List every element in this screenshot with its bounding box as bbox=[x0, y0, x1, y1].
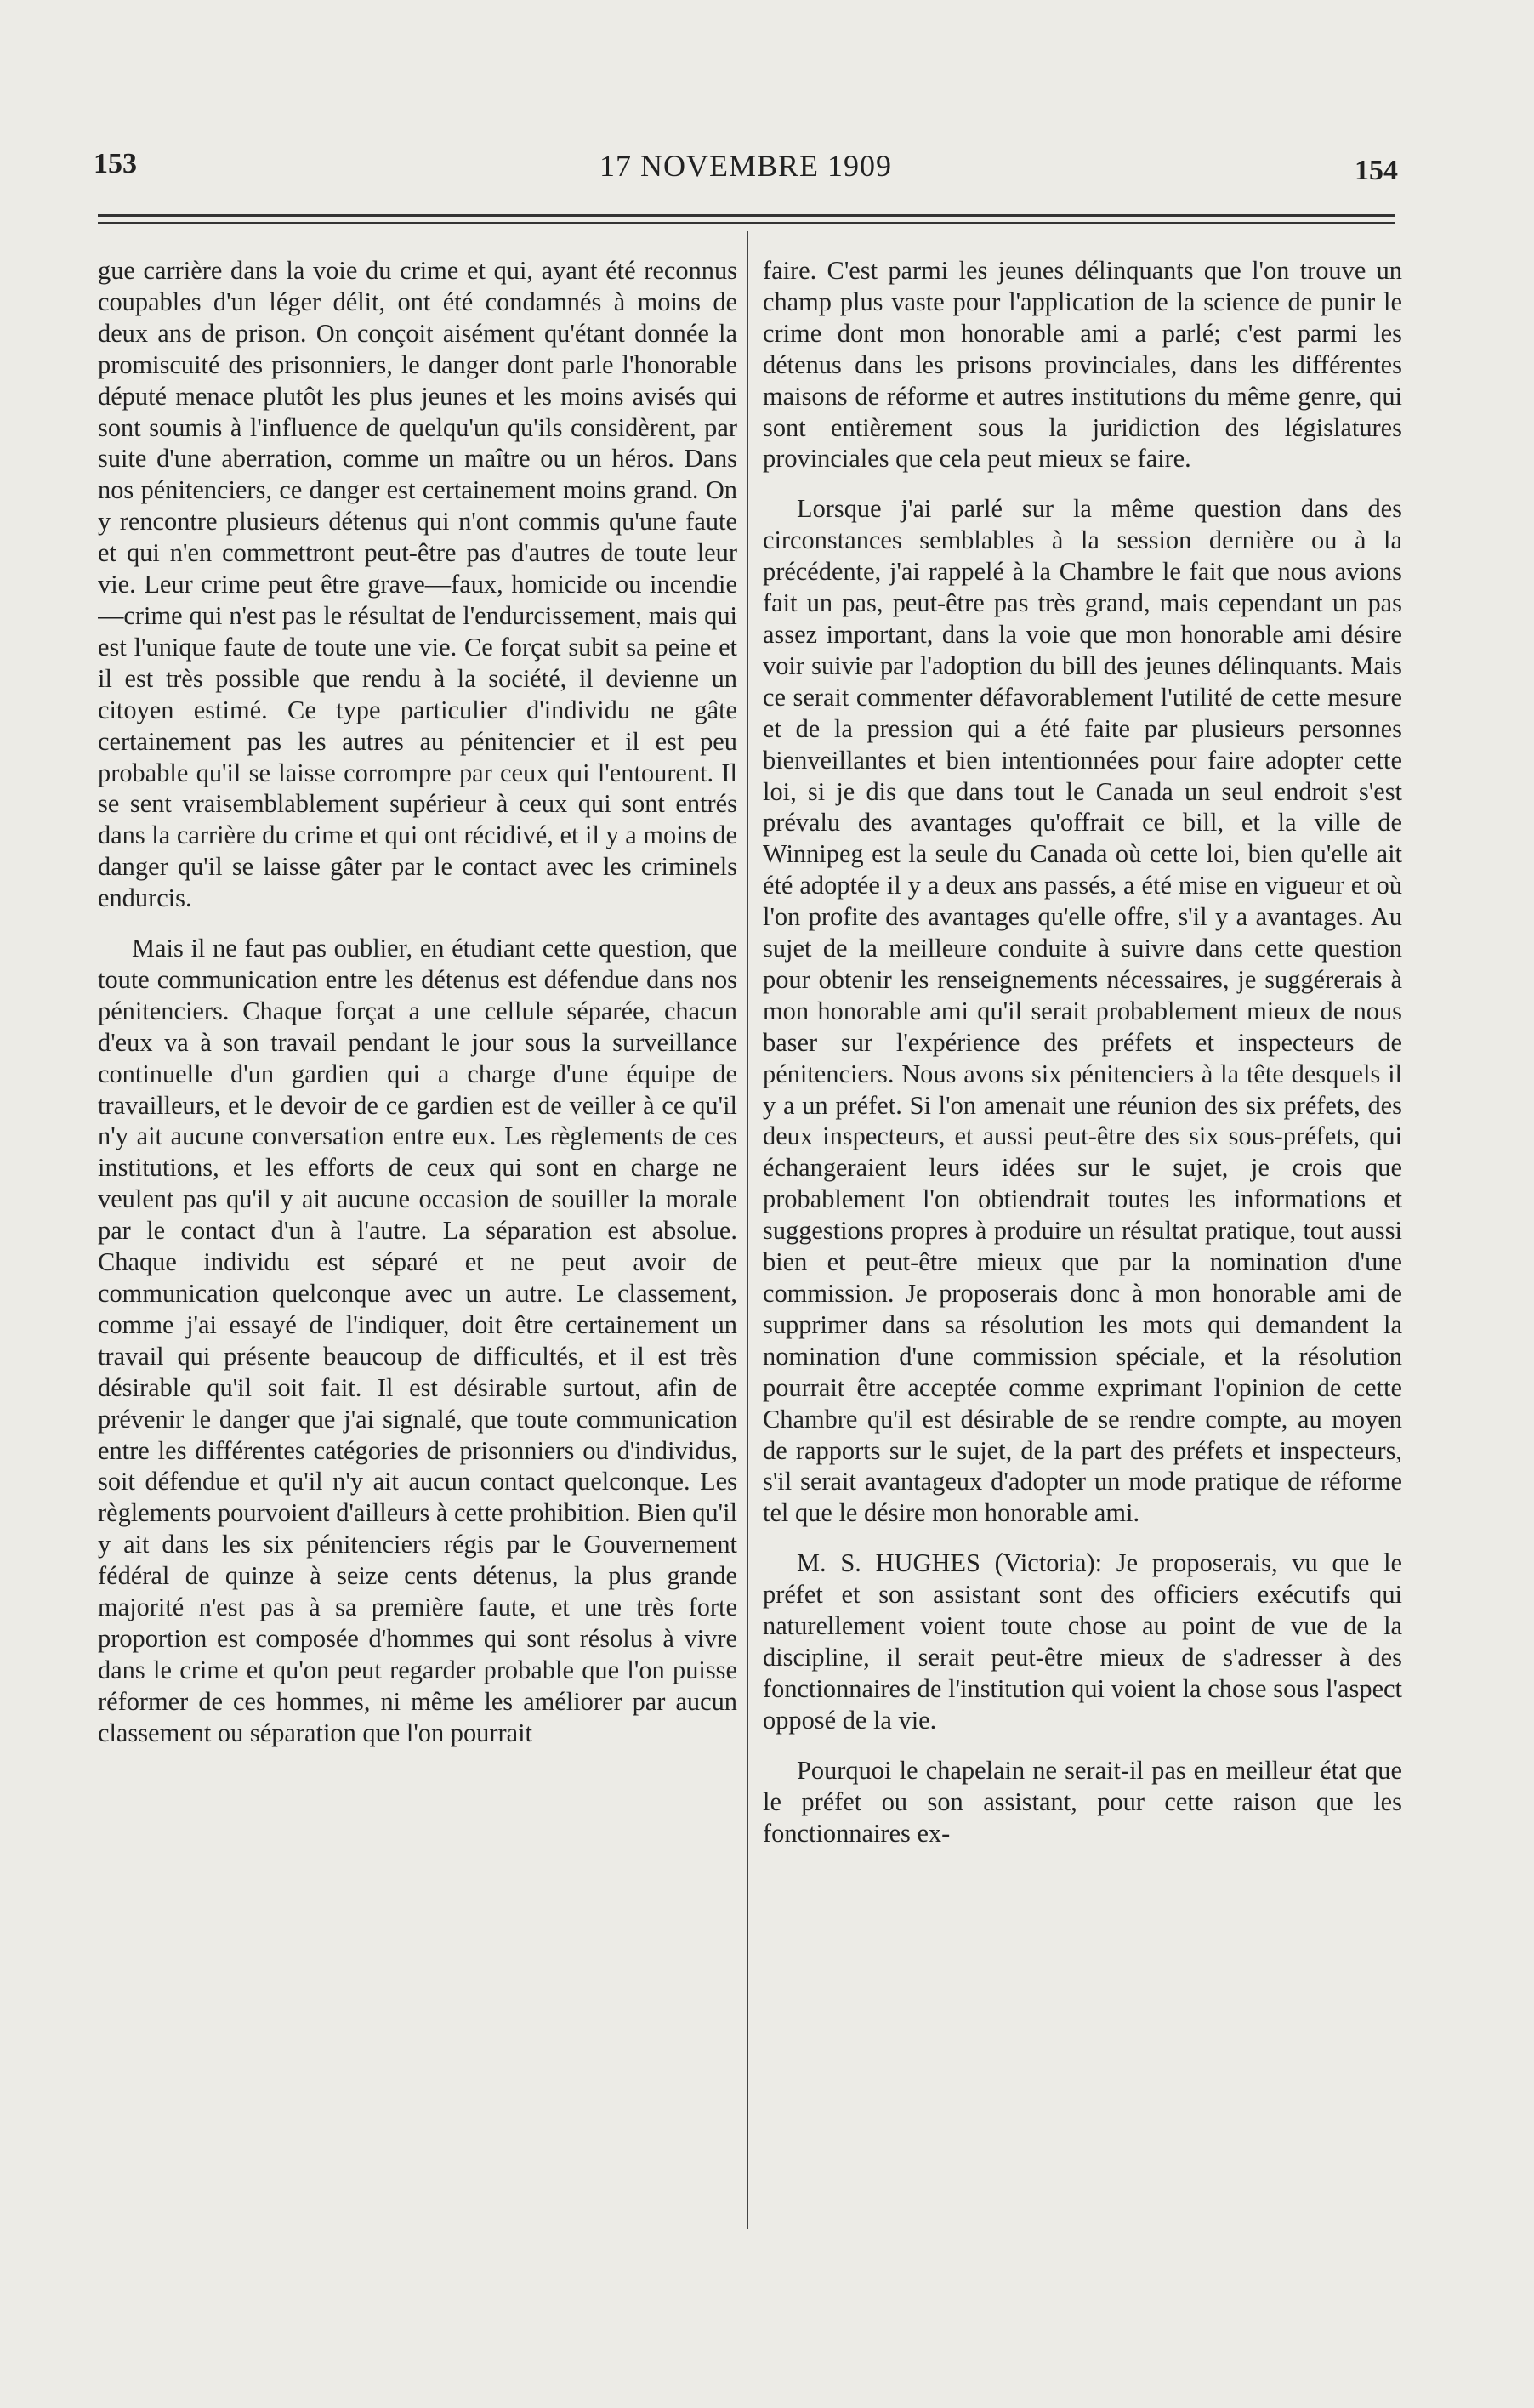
left-paragraph-1: gue carrière dans la voie du crime et qui, ayant été reconnus coupables d'un léger délit, ont été condamnés à moins de deux ans de prison. On conçoit aisément qu'étant donnée la promiscuité des prisonniers, le danger dont parle l'honorable député menace plutôt les plus jeunes et les moins avisés qui sont soumis à l'influence de quelqu'un qu'ils considèrent, par suite d'une aberration, comme un maître ou un héros. Dans nos pénitenciers, ce danger est certainement moins grand. On y rencontre plusieurs détenus qui n'ont commis qu'une faute et qui n'en commettront peut-être pas d'autres de toute leur vie. Leur crime peut être grave—faux, homicide ou incendie—crime qui n'est pas le résultat de l'endurcissement, mais qui est l'unique faute de toute une vie. Ce forçat subit sa peine et il est très possible que rendu à la société, il devienne un citoyen estimé. Ce type particulier d'individu ne gâte certainement pas les autres au pénitencier et il est peu probable qu'il se laisse corrompre par ceux qui l'entourent. Il se sent vraisemblablement supérieur à ceux qui sont entrés dans la carrière du crime et qui ont récidivé, et il y a moins de danger qu'il se laisse gâter par le contact avec les criminels endurcis. bbox=[98, 256, 737, 913]
page-number-left: 153 bbox=[94, 148, 137, 179]
right-paragraph-2: Lorsque j'ai parlé sur la même question dans des circonstances semblables à la session dernière ou à la précédente, j'ai rappelé à la Chambre le fait que nous avions fait un pas, peut-être pas très grand, mais cependant un pas assez important, dans la voie que mon honorable ami désire voir suivie par l'adoption du bill des jeunes délinquants. Mais ce serait commenter défavorablement l'utilité de cette mesure et de la pression qui a été faite par plusieurs personnes bienveillantes et bien intentionnées pour faire adopter cette loi, si je dis que dans tout le Canada un seul endroit s'est prévalu des avantages qu'offrait ce bill, et la ville de Winnipeg est la seule du Canada où cette loi, bien qu'elle ait été adoptée il y a deux ans passés, a été mise en vigueur et où l'on profite des avantages qu'elle offre, s'il y a avantages. Au sujet de la meilleure conduite à suivre dans cette question pour obtenir les renseignements nécessaires, je suggérerais à mon honorable ami qu'il serait probablement mieux de nous baser sur l'expérience des préfets et inspecteurs de pénitenciers. Nous avons six pénitenciers à la tête desquels il y a un préfet. Si l'on amenait une réunion des six préfets, des deux inspecteurs, et aussi peut-être des six sous-préfets, qui échangeraient leurs idées sur le sujet, je crois que probablement l'on obtiendrait toutes les informations et suggestions propres à produire un résultat pratique, tout aussi bien et peut-être mieux que par la nomination d'une commission. Je proposerais donc à mon honorable ami de supprimer dans sa résolution les mots qui demandent la nomination d'une commission spéciale, et la résolution pourrait être acceptée comme exprimant l'opinion de cette Chambre qu'il est désirable de se rendre compte, au moyen de rapports sur le sujet, de la part des préfets et inspecteurs, s'il serait avantageux d'adopter un mode pratique de réforme tel que le désire mon honorable ami. bbox=[763, 494, 1402, 1528]
left-column bbox=[98, 255, 737, 2245]
right-paragraph-4: Pourquoi le chapelain ne serait-il pas en meilleur état que le préfet ou son assistant, pour cette raison que les fonctionnaires ex- bbox=[763, 1755, 1402, 1848]
page-number-right: 154 bbox=[1355, 155, 1398, 186]
column-divider bbox=[747, 231, 748, 2229]
header-date: 17 NOVEMBRE 1909 bbox=[599, 149, 892, 183]
header-rule-bottom bbox=[98, 222, 1395, 224]
right-paragraph-3: M. S. HUGHES (Victoria): Je proposerais, vu que le préfet et son assistant sont des officiers exécutifs qui naturellement voient toute chose au point de vue de la discipline, il serait peut-être mieux de s'adresser à des fonctionnaires de l'institution qui voient la chose sous l'aspect opposé de la vie. bbox=[763, 1548, 1402, 1735]
header-rule-top bbox=[98, 214, 1395, 217]
left-paragraph-2: Mais il ne faut pas oublier, en étudiant cette question, que toute communication entre les détenus est défendue dans nos pénitenciers. Chaque forçat a une cellule séparée, chacun d'eux va à son travail pendant le jour sous la surveillance continuelle d'un gardien qui a charge d'une équipe de travailleurs, et le devoir de ce gardien est de veiller à ce qu'il n'y ait aucune conversation entre eux. Les règlements de ces institutions, et les efforts de ceux qui sont en charge ne veulent pas qu'il y ait aucune occasion de souiller la morale par le contact d'un à l'autre. La séparation est absolue. Chaque individu est séparé et ne peut avoir de communication quelconque avec un autre. Le classement, comme j'ai essayé de l'indiquer, doit être certainement un travail qui présente beaucoup de difficultés, et il est très désirable qu'il soit fait. Il est désirable surtout, afin de prévenir le danger que j'ai signalé, que toute communication entre les différentes catégories de prisonniers ou d'individus, soit défendue et qu'il n'y ait aucun contact quelconque. Les règlements pourvoient d'ailleurs à cette prohibition. Bien qu'il y ait dans les six pénitenciers régis par le Gouvernement fédéral de quinze à seize cents détenus, la plus grande majorité n'est pas à sa première faute, et une très forte proportion est composée d'hommes qui sont résolus à vivre dans le crime et qu'on peut regarder probable que l'on puisse réformer de ces hommes, ni même les améliorer par aucun classement ou séparation que l'on pourrait bbox=[98, 934, 737, 1747]
page-header bbox=[94, 136, 1398, 187]
right-paragraph-1: faire. C'est parmi les jeunes délinquants que l'on trouve un champ plus vaste pour l'application de la science de punir le crime dont mon honorable ami a parlé; c'est parmi les détenus dans les prisons provinciales, dans les différentes maisons de réforme et autres institutions du même genre, qui sont entièrement sous la juridiction des législatures provinciales que cela peut mieux se faire. bbox=[763, 256, 1402, 474]
right-column bbox=[763, 255, 1402, 2245]
